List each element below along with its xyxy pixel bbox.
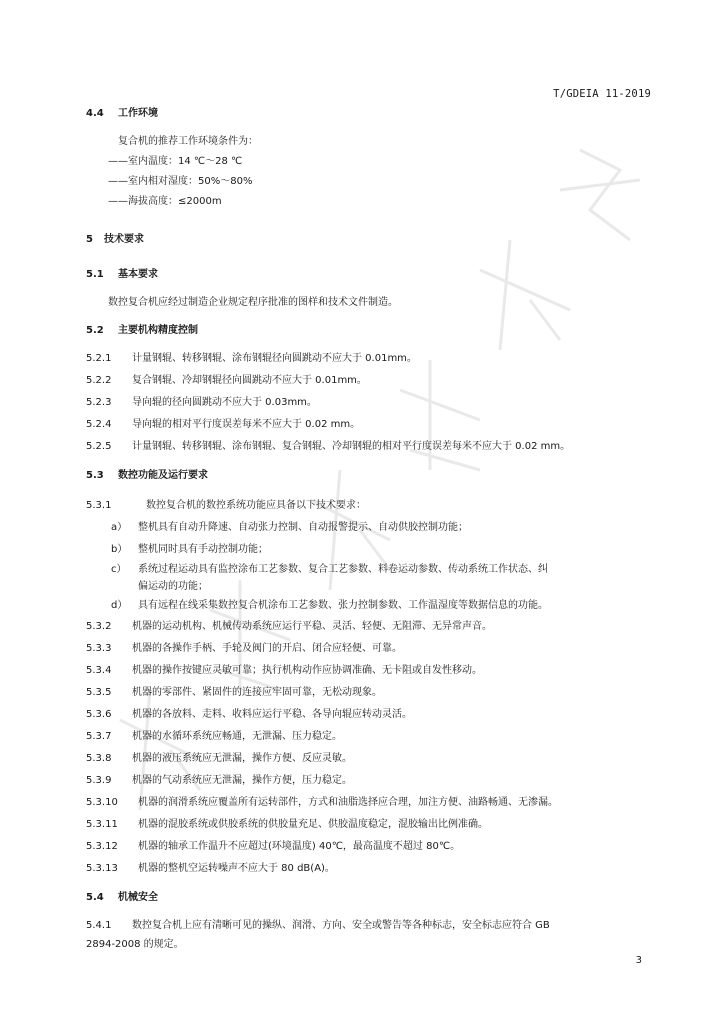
clause-number: 5.3.3 — [86, 643, 112, 654]
list-marker: c） — [111, 564, 127, 575]
clause-text: 机器的零部件、紧固件的连接应牢固可靠，无松动现象。 — [132, 687, 382, 698]
env-intro: 复合机的推荐工作环境条件为： — [118, 136, 258, 147]
clause-number: 5.3.1 — [86, 500, 112, 511]
clause-number: 5.2.3 — [86, 397, 112, 408]
section-title: 机械安全 — [118, 892, 158, 903]
clause-text: 机器的混胶系统或供胶系统的供胶量充足、供胶温度稳定，混胶输出比例准确。 — [138, 819, 488, 830]
section-number: 5.4 — [86, 892, 104, 903]
clause-text: 2894-2008 的规定。 — [86, 939, 184, 950]
clause-number: 5.2.4 — [86, 419, 112, 430]
clause-number: 5.3.2 — [86, 621, 112, 632]
clause-number: 5.3.5 — [86, 687, 112, 698]
page-number: 3 — [635, 955, 642, 966]
section-number: 5 — [86, 234, 93, 245]
clause-text: 计量钢辊、转移钢辊、涂布钢辊径向圆跳动不应大于 0.01mm。 — [132, 353, 417, 364]
env-item: ——海拔高度：≤2000m — [108, 196, 222, 207]
clause-text: 复合钢辊、冷却钢辊径向圆跳动不应大于 0.01mm。 — [132, 375, 367, 386]
clause-text: 机器的各操作手柄、手轮及阀门的开启、闭合应轻便、可靠。 — [132, 643, 402, 654]
section-title: 主要机构精度控制 — [118, 325, 198, 336]
clause-number: 5.2.5 — [86, 441, 112, 452]
clause-number: 5.2.2 — [86, 375, 112, 386]
list-marker: d） — [111, 600, 128, 611]
list-item-text: 整机具有自动升降速、自动张力控制、自动报警提示、自动供胶控制功能； — [138, 522, 468, 533]
clause-number: 5.3.12 — [86, 841, 118, 852]
clause-text: 导向辊的相对平行度误差每米不应大于 0.02 mm。 — [132, 419, 361, 430]
clause-number: 5.2.1 — [86, 353, 112, 364]
section-number: 4.4 — [86, 108, 104, 119]
section-number: 5.3 — [86, 470, 104, 481]
clause-text: 机器的操作按键应灵敏可靠；执行机构动作应协调准确、无卡阻或自发性移动。 — [132, 665, 482, 676]
clause-number: 5.3.8 — [86, 753, 112, 764]
section-title: 基本要求 — [118, 269, 158, 280]
section-number: 5.2 — [86, 325, 104, 336]
clause-number: 5.3.4 — [86, 665, 112, 676]
clause-number: 5.3.11 — [86, 819, 118, 830]
clause-number: 5.3.9 — [86, 775, 112, 786]
clause-number: 5.3.13 — [86, 863, 118, 874]
paragraph: 数控复合机应经过制造企业规定程序批准的图样和技术文件制造。 — [108, 297, 398, 308]
clause-text: 机器的润滑系统应覆盖所有运转部件，方式和油脂选择应合理，加注方便、油路畅通、无渗漏。 — [138, 797, 558, 808]
clause-number: 5.4.1 — [86, 920, 112, 931]
clause-text: 机器的运动机构、机械传动系统应运行平稳、灵活、轻便、无阻滞、无异常声音。 — [132, 621, 492, 632]
section-title: 工作环境 — [118, 108, 158, 119]
clause-text: 机器的各放料、走料、收料应运行平稳、各导向辊应转动灵活。 — [132, 709, 412, 720]
list-item-text: 具有远程在线采集数控复合机涂布工艺参数、张力控制参数、工作温湿度等数据信息的功能。 — [138, 600, 548, 611]
clause-text: 机器的液压系统应无泄漏，操作方便、反应灵敏。 — [132, 753, 352, 764]
env-item: ——室内相对湿度：50%～80% — [108, 176, 253, 187]
clause-text: 机器的轴承工作温升不应超过(环境温度) 40℃，最高温度不超过 80℃。 — [138, 841, 461, 852]
standard-number: T/GDEIA 11-2019 — [553, 88, 651, 100]
clause-number: 5.3.7 — [86, 731, 112, 742]
section-title: 数控功能及运行要求 — [118, 470, 208, 481]
list-marker: b） — [111, 544, 128, 555]
list-item-text: 整机同时具有手动控制功能； — [138, 544, 268, 555]
list-item-text: 偏运动的功能； — [138, 581, 208, 592]
clause-text: 机器的气动系统应无泄漏，操作方便，压力稳定。 — [132, 775, 352, 786]
section-title: 技术要求 — [104, 234, 144, 245]
clause-text: 机器的整机空运转噪声不应大于 80 dB(A)。 — [138, 863, 335, 874]
clause-text: 导向辊的径向圆跳动不应大于 0.03mm。 — [132, 397, 317, 408]
clause-text: 数控复合机的数控系统功能应具备以下技术要求： — [146, 500, 366, 511]
clause-number: 5.3.10 — [86, 797, 118, 808]
section-number: 5.1 — [86, 269, 104, 280]
list-marker: a） — [111, 522, 128, 533]
clause-text: 机器的水循环系统应畅通，无泄漏、压力稳定。 — [132, 731, 342, 742]
clause-text: 数控复合机上应有清晰可见的操纵、润滑、方向、安全或警告等各种标志，安全标志应符合 GB — [132, 920, 550, 931]
list-item-text: 系统过程运动具有监控涂布工艺参数、复合工艺参数、料卷运动参数、传动系统工作状态、纠 — [138, 564, 548, 575]
env-item: ——室内温度：14 ℃～28 ℃ — [108, 156, 243, 167]
clause-text: 计量钢辊、转移钢辊、涂布钢辊、复合钢辊、冷却钢辊的相对平行度误差每米不应大于 0.02 mm。 — [132, 441, 571, 452]
clause-number: 5.3.6 — [86, 709, 112, 720]
